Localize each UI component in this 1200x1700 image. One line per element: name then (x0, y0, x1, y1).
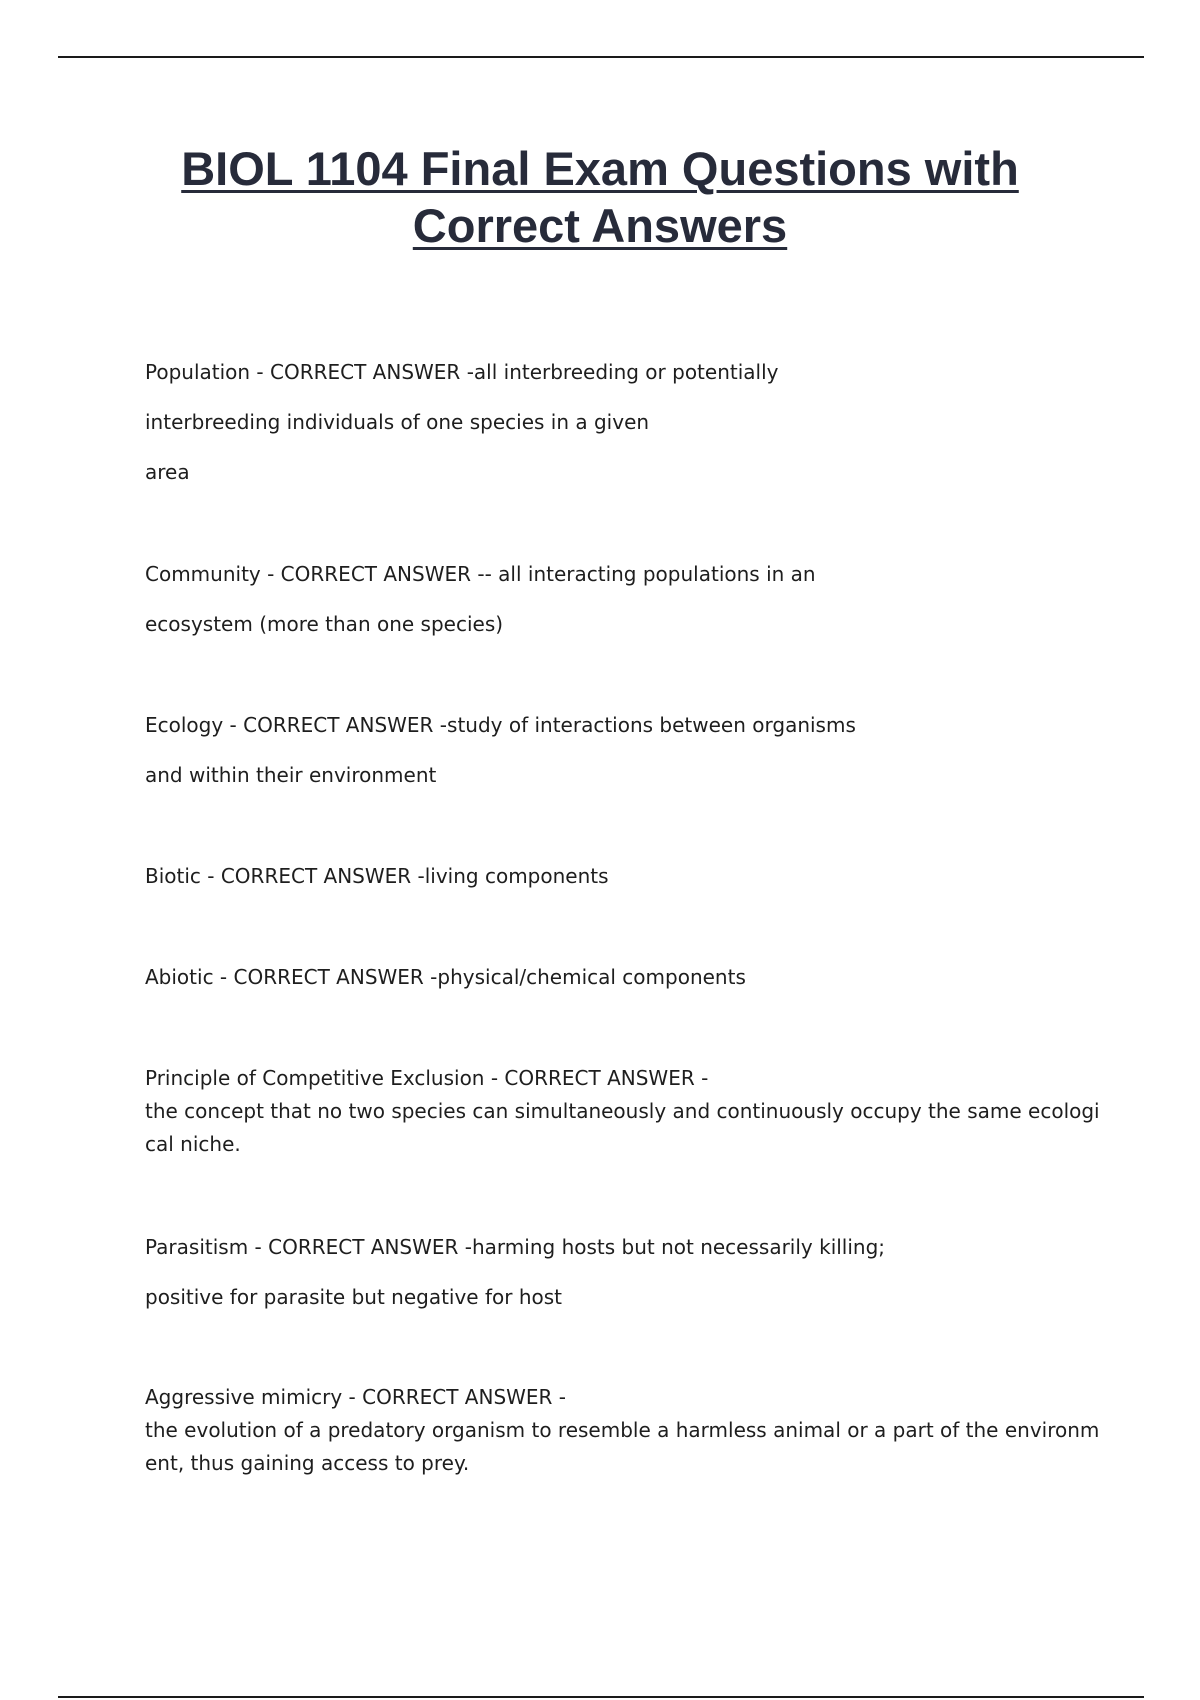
entry-line: Ecology - CORRECT ANSWER -study of interactions between organisms (145, 713, 856, 737)
entry-line: the evolution of a predatory organism to resemble a harmless animal or a part of the environm (145, 1418, 1100, 1442)
entry-line: Community - CORRECT ANSWER -- all interacting populations in an (145, 562, 816, 586)
entry-line: Principle of Competitive Exclusion - CORRECT ANSWER - (145, 1066, 709, 1090)
entry-line: cal niche. (145, 1132, 241, 1156)
entry-line: positive for parasite but negative for host (145, 1285, 563, 1309)
entry-population (145, 347, 1085, 497)
entry-line: Abiotic - CORRECT ANSWER -physical/chemical components (145, 965, 746, 989)
page-title (0, 140, 1200, 254)
entry-line: Parasitism - CORRECT ANSWER -harming hosts but not necessarily killing; (145, 1235, 886, 1259)
entry-community (145, 549, 1085, 649)
entry-line: ecosystem (more than one species) (145, 612, 504, 636)
entry-parasitism (145, 1222, 1085, 1322)
entry-abiotic (145, 952, 1085, 1002)
entry-line: ent, thus gaining access to prey. (145, 1451, 470, 1475)
entry-ecology (145, 700, 1085, 800)
entry-line: interbreeding individuals of one species in a given (145, 410, 650, 434)
entry-line: area (145, 460, 190, 484)
bottom-rule (58, 1696, 1144, 1698)
entry-line: Population - CORRECT ANSWER -all interbreeding or potentially (145, 360, 779, 384)
entry-competitive-exclusion (145, 1062, 1100, 1161)
entry-line: Biotic - CORRECT ANSWER -living components (145, 864, 609, 888)
title-line-2: Correct Answers (412, 199, 788, 252)
entry-aggressive-mimicry (145, 1381, 1100, 1480)
entry-line: Aggressive mimicry - CORRECT ANSWER - (145, 1385, 567, 1409)
entry-biotic (145, 851, 1085, 901)
top-rule (58, 56, 1144, 58)
entry-line: the concept that no two species can simultaneously and continuously occupy the same ecologi (145, 1099, 1100, 1123)
title-line-1: BIOL 1104 Final Exam Questions with (181, 142, 1019, 195)
entry-line: and within their environment (145, 763, 437, 787)
